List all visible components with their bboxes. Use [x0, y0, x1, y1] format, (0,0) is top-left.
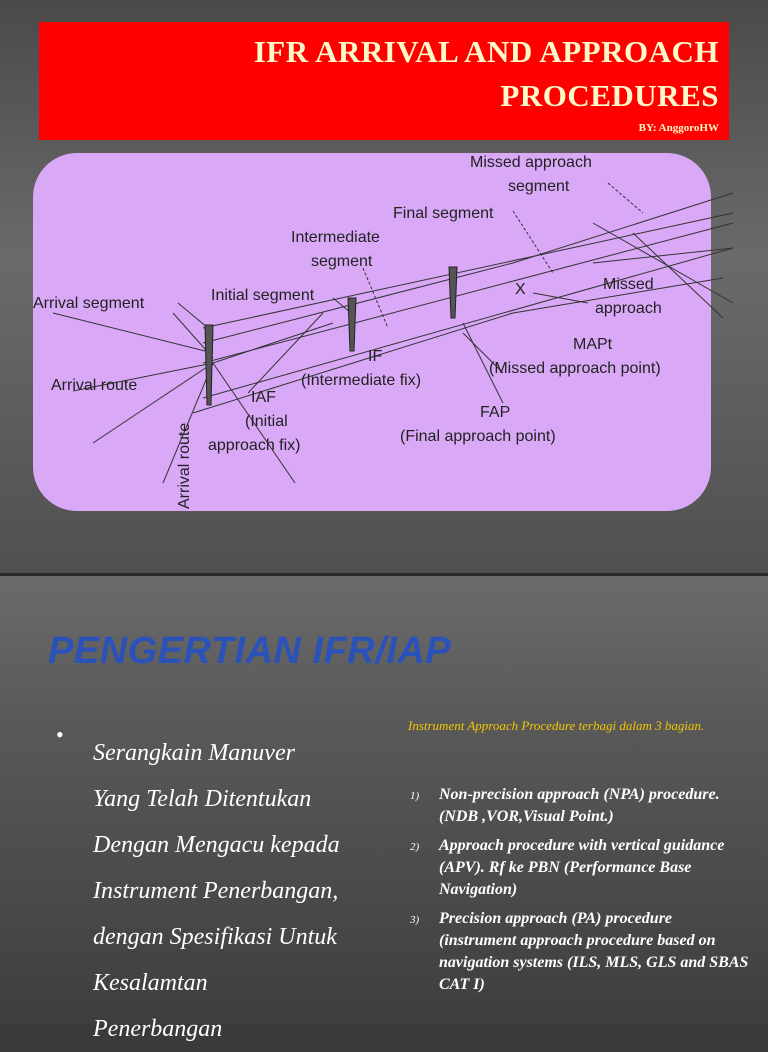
definition-line: Instrument Penerbangan,	[93, 878, 339, 904]
author-byline: BY: AnggoroHW	[638, 122, 719, 134]
label-mapt: MAPt	[573, 336, 613, 353]
label-missed-segment-2: segment	[508, 178, 570, 195]
section-heading: PENGERTIAN IFR/IAP	[48, 630, 452, 672]
list-number: 2)	[410, 841, 420, 853]
procedure-intro: Instrument Approach Procedure terbagi dalam 3 bagian.	[408, 718, 705, 733]
title-line-1: IFR ARRIVAL AND APPROACH	[253, 34, 719, 69]
if-marker	[348, 298, 356, 351]
label-iaf-desc-1: (Initial	[245, 413, 288, 430]
label-if-desc: (Intermediate fix)	[301, 372, 422, 389]
label-intermediate-2: segment	[311, 253, 373, 270]
label-arrival-route: Arrival route	[51, 377, 138, 394]
label-x-mark: X	[515, 281, 526, 298]
label-arrival-segment: Arrival segment	[33, 295, 145, 312]
label-initial-segment: Initial segment	[211, 287, 315, 304]
list-item	[410, 835, 750, 901]
approach-diagram-drawing	[33, 153, 711, 511]
list-number: 1)	[410, 790, 420, 802]
list-text: Precision approach (PA) procedure (instrument approach procedure based on navigation systems (ILS, MLS, GLS and SBAS CAT I)	[439, 910, 749, 993]
title-banner	[39, 22, 729, 140]
slide-2	[0, 576, 768, 1042]
label-missed-segment-1: Missed approach	[470, 154, 592, 171]
title-line-2: PROCEDURES	[500, 78, 719, 113]
label-fap-desc: (Final approach point)	[400, 428, 556, 445]
label-arrival-route-vertical: Arrival route	[176, 422, 193, 509]
definition-line: Penerbangan	[93, 1016, 223, 1042]
label-missed-approach-1: Missed	[603, 276, 654, 293]
label-missed-approach-2: approach	[595, 300, 662, 317]
definition-text	[93, 730, 393, 1052]
definition-line: dengan Spesifikasi Untuk	[93, 924, 337, 950]
label-iaf-desc-2: approach fix)	[208, 437, 301, 454]
iaf-marker	[205, 325, 213, 405]
list-item	[410, 908, 750, 996]
definition-line: Yang Telah Ditentukan	[93, 786, 312, 812]
list-item	[410, 784, 750, 828]
label-fap: FAP	[480, 404, 511, 421]
label-intermediate-1: Intermediate	[291, 229, 380, 246]
label-iaf: IAF	[251, 389, 276, 406]
bullet-icon: •	[56, 722, 64, 747]
definition-line: Kesalamtan	[93, 970, 208, 996]
approach-diagram	[33, 153, 711, 511]
definition-line: Serangkain Manuver	[93, 740, 295, 766]
list-text: Non-precision approach (NPA) procedure. (NDB ,VOR,Visual Point.)	[439, 786, 720, 825]
label-final-segment: Final segment	[393, 205, 494, 222]
list-text: Approach procedure with vertical guidance (APV). Rf ke PBN (Performance Base Navigation)	[439, 837, 725, 898]
label-mapt-desc: (Missed approach point)	[489, 360, 661, 377]
fap-marker	[449, 267, 457, 318]
procedure-list	[410, 784, 750, 1003]
list-number: 3)	[410, 914, 420, 926]
label-if: IF	[368, 348, 383, 365]
definition-line: Dengan Mengacu kepada	[93, 832, 340, 858]
